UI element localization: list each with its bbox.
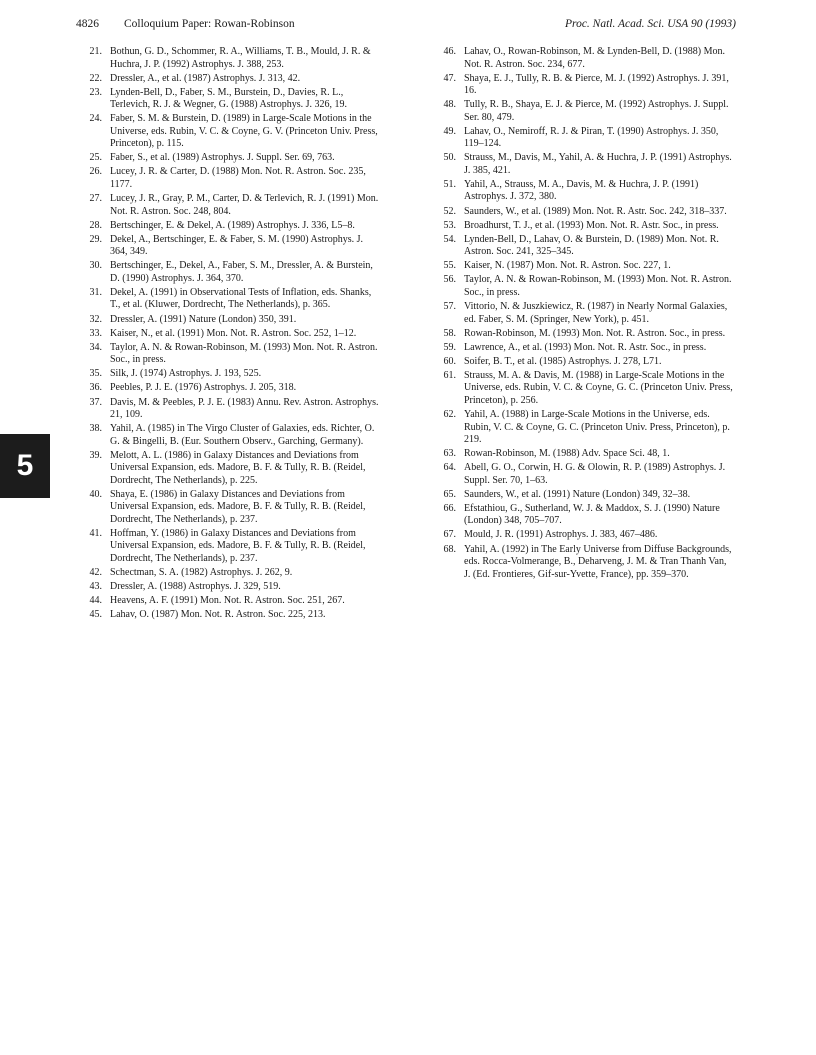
page-header	[76, 18, 736, 36]
reference-number: 49.	[443, 125, 456, 137]
reference-entry	[434, 73, 734, 98]
reference-text: Lucey, J. R., Gray, P. M., Carter, D. & Terlevich, R. J. (1991) Mon. Not. R. Astron. Soc. 248, 804.	[110, 193, 379, 217]
reference-text: Abell, G. O., Corwin, H. G. & Olowin, R. P. (1989) Astrophys. J. Suppl. Ser. 70, 1–63.	[464, 462, 726, 486]
reference-entry	[80, 328, 380, 341]
reference-number: 35.	[89, 368, 102, 380]
reference-entry	[434, 409, 734, 447]
reference-text: Lynden-Bell, D., Lahav, O. & Burstein, D. (1989) Mon. Not. R. Astron. Soc. 241, 325–345.	[464, 233, 719, 258]
reference-text: Lucey, J. R. & Carter, D. (1988) Mon. Not. R. Astron. Soc. 235, 1177.	[110, 166, 366, 190]
reference-number: 47.	[443, 72, 456, 84]
reference-entry	[80, 609, 380, 622]
page-number: 4826	[76, 18, 99, 30]
reference-number: 60.	[443, 355, 456, 367]
reference-number: 59.	[443, 341, 456, 353]
reference-entry	[80, 73, 380, 86]
reference-text: Saunders, W., et al. (1991) Nature (London) 349, 32–38.	[464, 488, 691, 500]
reference-text: Lawrence, A., et al. (1993) Mon. Not. R. Astr. Soc., in press.	[464, 341, 707, 353]
reference-text: Saunders, W., et al. (1989) Mon. Not. R. Astr. Soc. 242, 318–337.	[464, 205, 727, 217]
reference-entry	[80, 113, 380, 151]
reference-entry	[434, 274, 734, 299]
reference-number: 46.	[443, 46, 456, 57]
reference-entry	[434, 206, 734, 219]
section-tab	[0, 434, 50, 498]
reference-text: Melott, A. L. (1986) in Galaxy Distances and Deviations from Universal Expansion, eds. Madore, B. F. & Tully, R. B. (Reidel, Dordrecht, The Netherlands), p. 225.	[110, 449, 366, 486]
reference-entry	[434, 342, 734, 355]
reference-text: Broadhurst, T. J., et al. (1993) Mon. Not. R. Astr. Soc., in press.	[464, 219, 719, 231]
reference-number: 33.	[89, 327, 102, 339]
reference-text: Shaya, E. J., Tully, R. B. & Pierce, M. J. (1992) Astrophys. J. 391, 16.	[464, 72, 729, 97]
reference-entry	[80, 397, 380, 422]
reference-number: 23.	[89, 86, 102, 98]
reference-text: Taylor, A. N. & Rowan-Robinson, M. (1993) Mon. Not. R. Astron. Soc., in press.	[464, 274, 732, 298]
reference-text: Schectman, S. A. (1982) Astrophys. J. 262, 9.	[110, 566, 293, 578]
reference-entry	[80, 581, 380, 594]
reference-text: Lahav, O., Rowan-Robinson, M. & Lynden-Bell, D. (1988) Mon. Not. R. Astron. Soc. 234, 677.	[464, 46, 725, 70]
reference-number: 43.	[89, 581, 102, 593]
reference-number: 34.	[89, 341, 102, 353]
reference-text: Yahil, A. (1992) in The Early Universe from Diffuse Backgrounds, eds. Rocca-Volmerange, B., Deharveng, J. M. & Tran Thanh Van, J. (Ed. Frontieres, Gif-sur-Yvette, France), pp. 359–370.	[464, 543, 732, 580]
reference-text: Yahil, A., Strauss, M. A., Davis, M. & Huchra, J. P. (1991) Astrophys. J. 372, 380.	[464, 178, 699, 203]
section-tab-label: 5	[16, 449, 34, 482]
reference-number: 25.	[89, 152, 102, 164]
reference-number: 67.	[443, 529, 456, 541]
reference-number: 37.	[89, 396, 102, 408]
reference-number: 30.	[89, 260, 102, 272]
reference-text: Hoffman, Y. (1986) in Galaxy Distances and Deviations from Universal Expansion, eds. Madore, B. F. & Tully, R. B. (Reidel, Dordrecht, The Netherlands), p. 237.	[110, 527, 366, 564]
reference-number: 51.	[443, 178, 456, 190]
reference-number: 44.	[89, 595, 102, 607]
reference-entry	[80, 423, 380, 448]
reference-text: Vittorio, N. & Juszkiewicz, R. (1987) in Nearly Normal Galaxies, ed. Faber, S. M. (Springer, New York), p. 451.	[464, 301, 728, 325]
reference-entry	[80, 528, 380, 566]
reference-number: 54.	[443, 233, 456, 245]
reference-text: Bertschinger, E. & Dekel, A. (1989) Astrophys. J. 336, L5–8.	[110, 219, 355, 231]
reference-entry	[434, 448, 734, 461]
reference-text: Mould, J. R. (1991) Astrophys. J. 383, 467–486.	[464, 529, 658, 541]
reference-number: 61.	[443, 369, 456, 381]
reference-entry	[80, 368, 380, 381]
reference-text: Strauss, M., Davis, M., Yahil, A. & Huchra, J. P. (1991) Astrophys. J. 385, 421.	[464, 152, 732, 176]
reference-number: 68.	[443, 543, 456, 555]
reference-text: Rowan-Robinson, M. (1993) Mon. Not. R. Astron. Soc., in press.	[464, 327, 726, 339]
reference-text: Yahil, A. (1988) in Large-Scale Motions in the Universe, eds. Rubin, V. C. & Coyne, G. C. (Princeton Univ. Press, Princeton), p. 219.	[464, 409, 730, 445]
reference-entry	[434, 489, 734, 502]
reference-entry	[80, 489, 380, 527]
reference-number: 27.	[89, 193, 102, 205]
reference-number: 36.	[89, 382, 102, 394]
reference-text: Kaiser, N., et al. (1991) Mon. Not. R. Astron. Soc. 252, 1–12.	[110, 327, 357, 339]
reference-entry	[80, 567, 380, 580]
reference-text: Shaya, E. (1986) in Galaxy Distances and Deviations from Universal Expansion, eds. Madore, B. F. & Tully, R. B. (Reidel, Dordrecht, The Netherlands), p. 237.	[110, 488, 366, 525]
reference-text: Heavens, A. F. (1991) Mon. Not. R. Astron. Soc. 251, 267.	[110, 595, 345, 607]
reference-text: Tully, R. B., Shaya, E. J. & Pierce, M. (1992) Astrophys. J. Suppl. Ser. 80, 479.	[464, 99, 729, 123]
reference-text: Bothun, G. D., Schommer, R. A., Williams, T. B., Mould, J. R. & Huchra, J. P. (1992) Astrophys. J. 388, 253.	[110, 46, 371, 70]
reference-entry	[80, 220, 380, 233]
references-column-left	[80, 46, 380, 623]
reference-number: 56.	[443, 274, 456, 286]
reference-number: 63.	[443, 448, 456, 460]
reference-number: 41.	[89, 527, 102, 539]
reference-entry	[80, 450, 380, 488]
reference-text: Strauss, M. A. & Davis, M. (1988) in Large-Scale Motions in the Universe, eds. Rubin, V. C. & Coyne, G. C. (Princeton Univ. Press, Princeton), p. 256.	[464, 369, 733, 406]
reference-entry	[434, 46, 734, 71]
reference-text: Dekel, A. (1991) in Observational Tests of Inflation, eds. Shanks, T., et al. (Kluwer, Dordrecht, The Netherlands), p. 365.	[110, 286, 372, 311]
reference-number: 53.	[443, 219, 456, 231]
reference-entry	[434, 544, 734, 582]
reference-text: Faber, S., et al. (1989) Astrophys. J. Suppl. Ser. 69, 763.	[110, 152, 335, 164]
reference-number: 31.	[89, 286, 102, 298]
reference-text: Silk, J. (1974) Astrophys. J. 193, 525.	[110, 368, 262, 380]
reference-number: 55.	[443, 260, 456, 272]
reference-number: 39.	[89, 449, 102, 461]
reference-entry	[434, 503, 734, 528]
reference-text: Kaiser, N. (1987) Mon. Not. R. Astron. Soc. 227, 1.	[464, 260, 671, 272]
reference-entry	[80, 46, 380, 71]
reference-text: Taylor, A. N. & Rowan-Robinson, M. (1993) Mon. Not. R. Astron. Soc., in press.	[110, 341, 378, 366]
reference-text: Peebles, P. J. E. (1976) Astrophys. J. 205, 318.	[110, 382, 297, 394]
reference-entry	[434, 328, 734, 341]
reference-entry	[80, 595, 380, 608]
reference-number: 52.	[443, 205, 456, 217]
reference-number: 42.	[89, 566, 102, 578]
reference-text: Dressler, A. (1991) Nature (London) 350, 391.	[110, 313, 297, 325]
reference-entry	[434, 301, 734, 326]
reference-number: 66.	[443, 502, 456, 514]
reference-entry	[80, 87, 380, 112]
reference-number: 26.	[89, 166, 102, 178]
reference-number: 32.	[89, 313, 102, 325]
reference-number: 24.	[89, 113, 102, 125]
reference-text: Dekel, A., Bertschinger, E. & Faber, S. M. (1990) Astrophys. J. 364, 349.	[110, 233, 364, 258]
reference-text: Rowan-Robinson, M. (1988) Adv. Space Sci. 48, 1.	[464, 448, 670, 460]
reference-entry	[80, 287, 380, 312]
reference-entry	[80, 260, 380, 285]
reference-number: 50.	[443, 152, 456, 164]
reference-number: 22.	[89, 72, 102, 84]
reference-entry	[434, 152, 734, 177]
reference-entry	[434, 356, 734, 369]
reference-entry	[434, 99, 734, 124]
reference-number: 58.	[443, 327, 456, 339]
reference-text: Faber, S. M. & Burstein, D. (1989) in Large-Scale Motions in the Universe, eds. Rubin, V. C. & Coyne, G. V. (Princeton Univ. Press, Princeton), p. 115.	[110, 113, 378, 150]
reference-entry	[434, 234, 734, 259]
reference-text: Dressler, A. (1988) Astrophys. J. 329, 519.	[110, 581, 281, 593]
running-title: Colloquium Paper: Rowan-Robinson	[124, 18, 295, 30]
reference-entry	[80, 166, 380, 191]
reference-entry	[434, 179, 734, 204]
journal-citation: Proc. Natl. Acad. Sci. USA 90 (1993)	[565, 18, 736, 30]
reference-entry	[434, 462, 734, 487]
references-column-right	[434, 46, 734, 583]
reference-text: Yahil, A. (1985) in The Virgo Cluster of Galaxies, eds. Richter, O. G. & Bingelli, B. (Eur. Southern Observ., Garching, Germany).	[110, 423, 375, 447]
reference-entry	[434, 370, 734, 408]
reference-number: 45.	[89, 609, 102, 621]
reference-entry	[434, 529, 734, 542]
reference-entry	[80, 314, 380, 327]
reference-text: Dressler, A., et al. (1987) Astrophys. J. 313, 42.	[110, 72, 301, 84]
reference-number: 64.	[443, 462, 456, 474]
reference-text: Lahav, O. (1987) Mon. Not. R. Astron. Soc. 225, 213.	[110, 609, 326, 621]
reference-entry	[80, 193, 380, 218]
reference-text: Davis, M. & Peebles, P. J. E. (1983) Annu. Rev. Astron. Astrophys. 21, 109.	[110, 396, 379, 420]
reference-text: Lahav, O., Nemiroff, R. J. & Piran, T. (1990) Astrophys. J. 350, 119–124.	[464, 125, 719, 150]
reference-number: 38.	[89, 423, 102, 435]
reference-number: 48.	[443, 99, 456, 111]
reference-text: Bertschinger, E., Dekel, A., Faber, S. M., Dressler, A. & Burstein, D. (1990) Astrophys. J. 364, 370.	[110, 260, 373, 284]
reference-entry	[434, 260, 734, 273]
reference-number: 28.	[89, 219, 102, 231]
reference-number: 21.	[89, 46, 102, 57]
reference-number: 40.	[89, 488, 102, 500]
reference-entry	[80, 234, 380, 259]
reference-entry	[80, 342, 380, 367]
reference-entry	[80, 382, 380, 395]
reference-number: 62.	[443, 409, 456, 420]
reference-number: 29.	[89, 233, 102, 245]
reference-entry	[80, 152, 380, 165]
reference-text: Efstathiou, G., Sutherland, W. J. & Maddox, S. J. (1990) Nature (London) 348, 705–707.	[464, 502, 720, 527]
reference-text: Soifer, B. T., et al. (1985) Astrophys. J. 278, L71.	[464, 355, 662, 367]
reference-entry	[434, 126, 734, 151]
reference-number: 65.	[443, 488, 456, 500]
reference-entry	[434, 220, 734, 233]
reference-number: 57.	[443, 301, 456, 313]
reference-text: Lynden-Bell, D., Faber, S. M., Burstein, D., Davies, R. L., Terlevich, R. J. & Wegner, G. (1988) Astrophys. J. 326, 19.	[110, 86, 348, 111]
